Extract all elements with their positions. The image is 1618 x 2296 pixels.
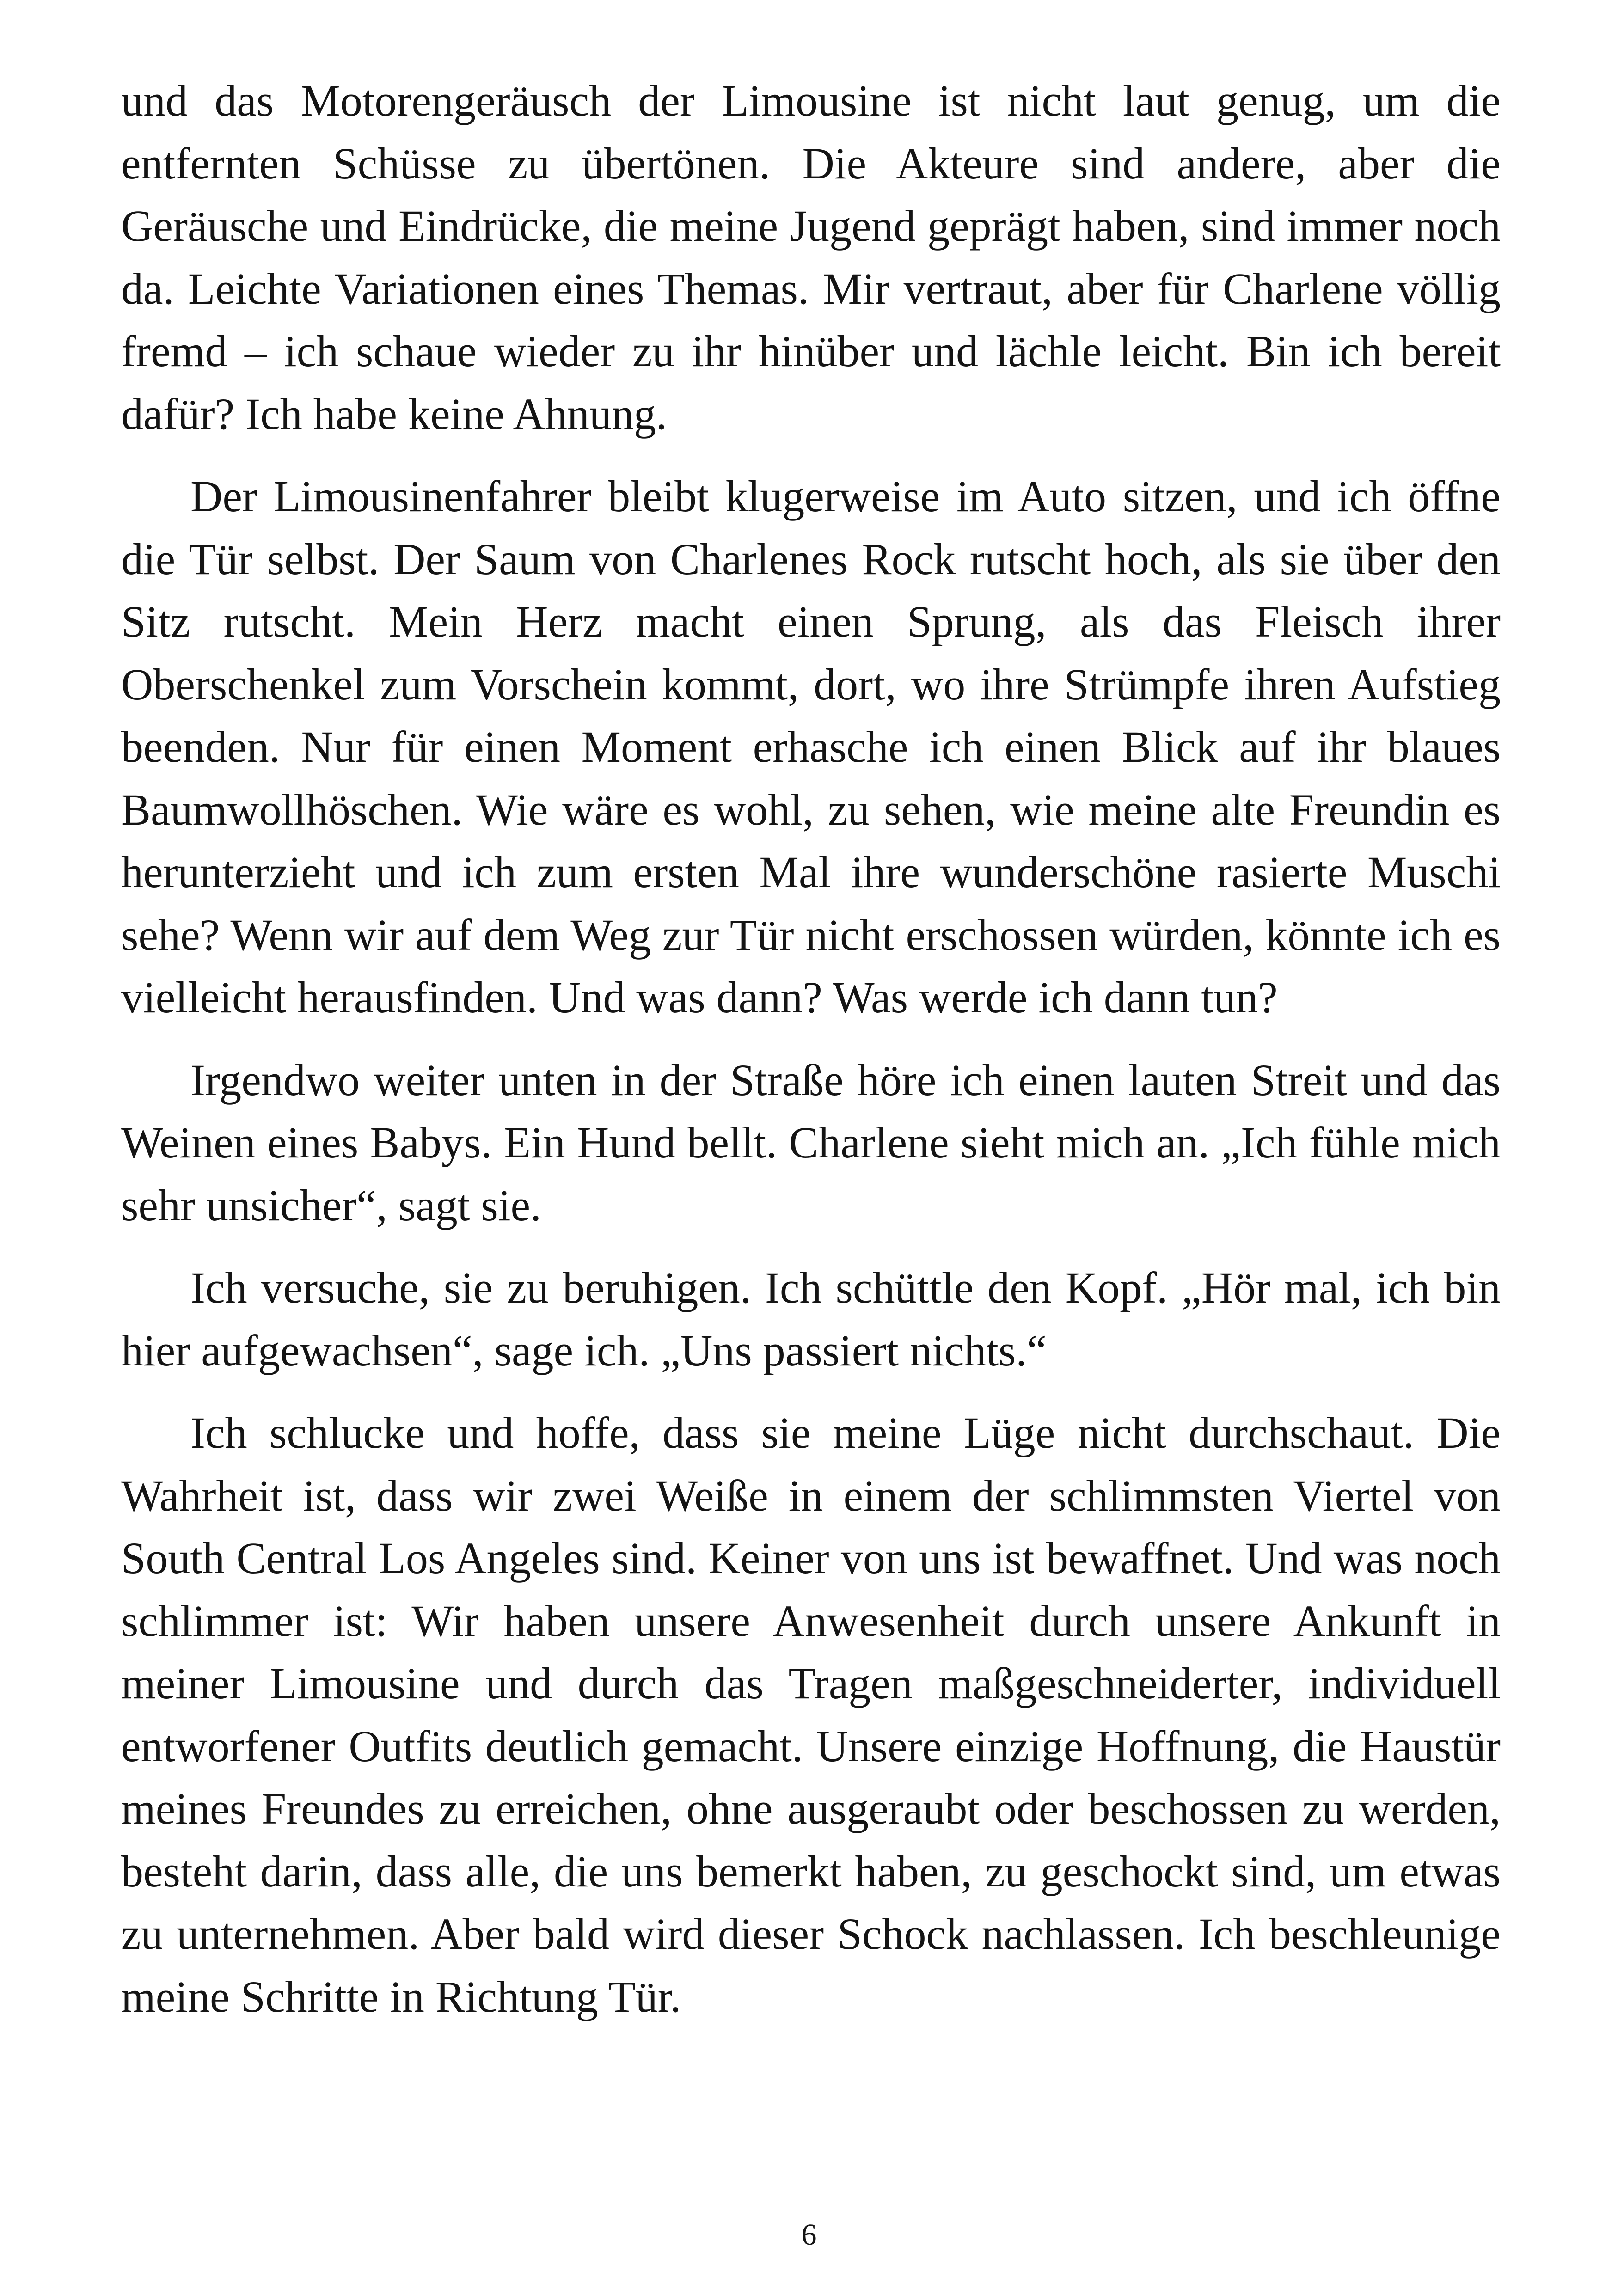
paragraph-1: und das Motorengeräusch der Limousine ist nicht laut genug, um die entfernten Schüsse zu übertönen. Die Akteure sind andere, aber die Geräusche und Eindrücke, die meine Jugend geprägt haben, sind immer noch da. Leichte Variationen eines Themas. Mir vertraut, aber für Charlene völlig fremd – ich schaue wieder zu ihr hinüber und lächle leicht. Bin ich bereit dafür? Ich habe keine Ahnung. <box>121 76 1501 439</box>
paragraph-2: Der Limousinenfahrer bleibt klugerweise im Auto sitzen, und ich öffne die Tür selbst. Der Saum von Charlenes Rock rutscht hoch, als sie über den Sitz rutscht. Mein Herz macht einen Sprung, als das Fleisch ihrer Oberschenkel zum Vorschein kommt, dort, wo ihre Strümpfe ihren Aufstieg beenden. Nur für einen Moment erhasche ich einen Blick auf ihr blaues Baumwollhöschen. Wie wäre es wohl, zu sehen, wie meine alte Freundin es herunterzieht und ich zum ersten Mal ihre wunderschöne rasierte Muschi sehe? Wenn wir auf dem Weg zur Tür nicht erschossen würden, könnte ich es vielleicht herausfinden. Und was dann? Was werde ich dann tun? <box>121 471 1501 1022</box>
paragraph-5: Ich schlucke und hoffe, dass sie meine Lüge nicht durchschaut. Die Wahrheit ist, dass wir zwei Weiße in einem der schlimmsten Viertel von South Central Los Angeles sind. Keiner von uns ist bewaffnet. Und was noch schlimmer ist: Wir haben unsere Anwesenheit durch unsere Ankunft in meiner Limousine und durch das Tragen maßgeschneiderter, individuell entworfener Outfits deutlich gemacht. Unsere einzige Hoffnung, die Haustür meines Freundes zu erreichen, ohne ausgeraubt oder beschossen zu werden, besteht darin, dass alle, die uns bemerkt haben, zu geschockt sind, um etwas zu unternehmen. Aber bald wird dieser Schock nachlassen. Ich beschleunige meine Schritte in Richtung Tür. <box>121 1408 1501 2021</box>
page-number: 6 <box>801 2218 817 2252</box>
paragraph-3: Irgendwo weiter unten in der Straße höre ich einen lauten Streit und das Weinen eines Babys. Ein Hund bellt. Charlene sieht mich an. „Ich fühle mich sehr unsicher“, sagt sie. <box>121 1055 1501 1230</box>
page-body <box>121 69 1501 2048</box>
paragraph-4: Ich versuche, sie zu beruhigen. Ich schüttle den Kopf. „Hör mal, ich bin hier aufgewachsen“, sage ich. „Uns passiert nichts.“ <box>121 1263 1501 1375</box>
